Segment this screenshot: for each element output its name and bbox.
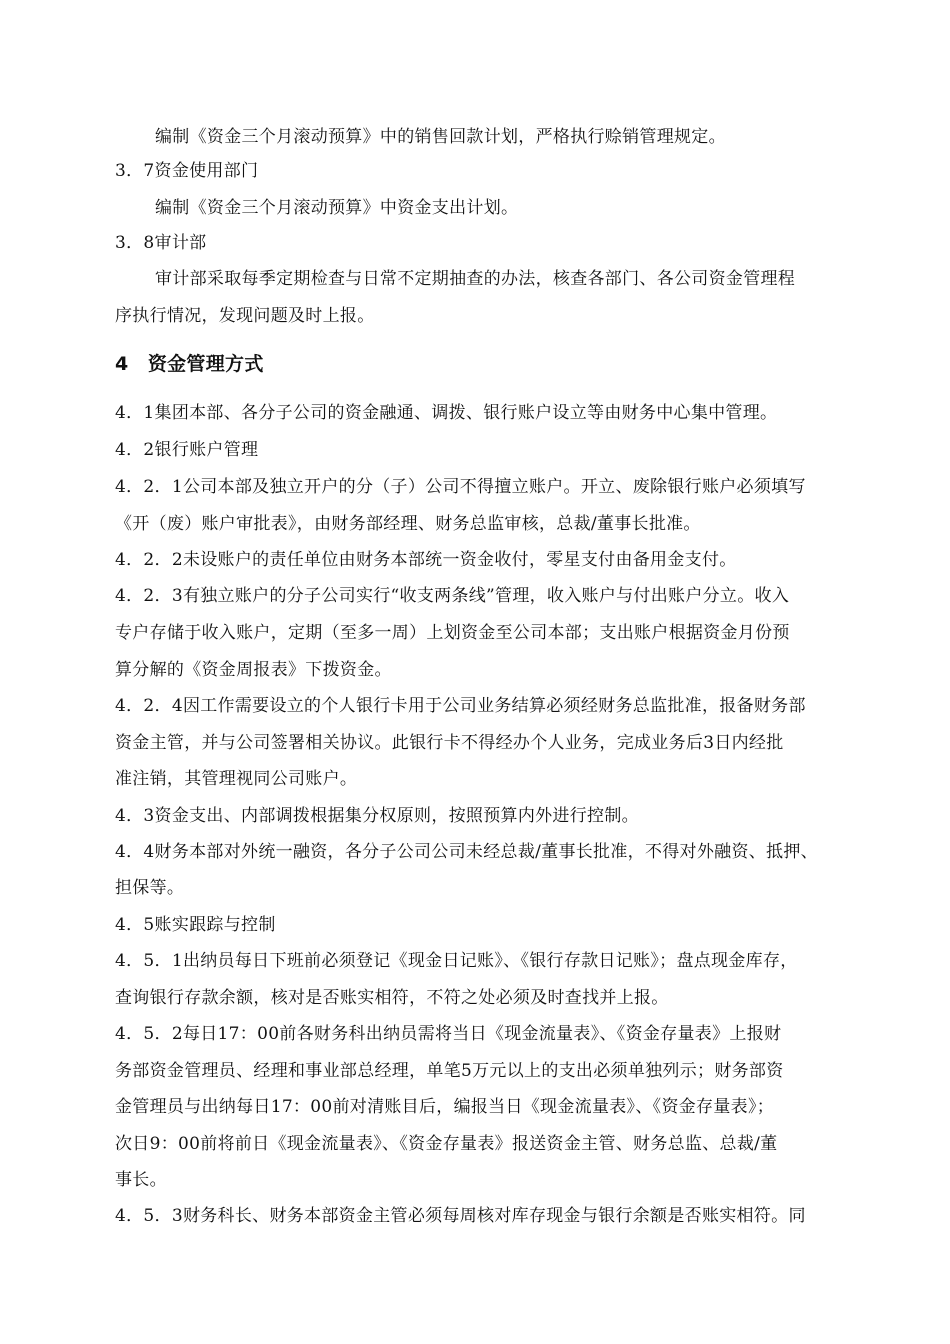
clause-4-4: 4．4财务本部对外统一融资，各分子公司公司未经总裁/董事长批准，不得对外融资、抵押、: [115, 842, 818, 862]
clause-4-5-2: 4．5．2每日17：00前各财务科出纳员需将当日《现金流量表》、《资金存量表》上报财: [115, 1024, 782, 1044]
body-paragraph-line: 序执行情况，发现问题及时上报。: [115, 306, 375, 326]
clause-4-3: 4．3资金支出、内部调拨根据集分权原则，按照预算内外进行控制。: [115, 806, 639, 826]
body-paragraph-line: 资金主管，并与公司签署相关协议。此银行卡不得经办个人业务，完成业务后3日内经批: [115, 733, 784, 753]
body-paragraph-line: 算分解的《资金周报表》下拨资金。: [115, 660, 392, 680]
clause-4-2-3: 4．2．3有独立账户的分子公司实行“收支两条线”管理，收入账户与付出账户分立。收入: [115, 586, 790, 606]
body-paragraph-line: 《开（废）账户审批表》，由财务部经理、财务总监审核，总裁/董事长批准。: [115, 514, 701, 534]
clause-4-5: 4．5账实跟踪与控制: [115, 915, 276, 935]
section-heading-3-7: 3．7资金使用部门: [115, 161, 259, 181]
clause-4-1: 4．1集团本部、各分子公司的资金融通、调拨、银行账户设立等由财务中心集中管理。: [115, 403, 778, 423]
clause-4-2-4: 4．2．4因工作需要设立的个人银行卡用于公司业务结算必须经财务总监批准，报备财务部: [115, 696, 806, 716]
body-paragraph-line: 次日9：00前将前日《现金流量表》、《资金存量表》报送资金主管、财务总监、总裁/董: [115, 1134, 778, 1154]
body-paragraph-line: 专户存储于收入账户，定期（至多一周）上划资金至公司本部；支出账户根据资金月份预: [115, 623, 790, 643]
body-paragraph-line: 务部资金管理员、经理和事业部总经理，单笔5万元以上的支出必须单独列示；财务部资: [115, 1061, 784, 1081]
body-paragraph-line: 编制《资金三个月滚动预算》中资金支出计划。: [155, 198, 519, 218]
clause-4-2-2: 4．2．2未设账户的责任单位由财务本部统一资金收付，零星支付由备用金支付。: [115, 550, 737, 570]
body-paragraph-line: 审计部采取每季定期检查与日常不定期抽查的办法，核查各部门、各公司资金管理程: [155, 269, 796, 289]
body-paragraph-line: 事长。: [115, 1170, 167, 1190]
body-paragraph-line: 准注销，其管理视同公司账户。: [115, 769, 358, 789]
clause-4-5-3: 4．5．3财务科长、财务本部资金主管必须每周核对库存现金与银行余额是否账实相符。同: [115, 1206, 806, 1226]
body-paragraph-line: 金管理员与出纳每日17：00前对清账目后，编报当日《现金流量表》、《资金存量表》；: [115, 1097, 775, 1117]
body-paragraph-line: 编制《资金三个月滚动预算》中的销售回款计划，严格执行赊销管理规定。: [155, 127, 726, 147]
clause-4-2-1: 4．2．1公司本部及独立开户的分（子）公司不得擅立账户。开立、废除银行账户必须填写: [115, 477, 806, 497]
chapter-heading-4: 4 资金管理方式: [115, 353, 264, 375]
clause-4-5-1: 4．5．1出纳员每日下班前必须登记《现金日记账》、《银行存款日记账》；盘点现金库存，: [115, 951, 798, 971]
clause-4-2: 4．2银行账户管理: [115, 440, 259, 460]
body-paragraph-line: 查询银行存款余额，核对是否账实相符，不符之处必须及时查找并上报。: [115, 988, 669, 1008]
body-paragraph-line: 担保等。: [115, 878, 185, 898]
section-heading-3-8: 3．8审计部: [115, 233, 207, 253]
